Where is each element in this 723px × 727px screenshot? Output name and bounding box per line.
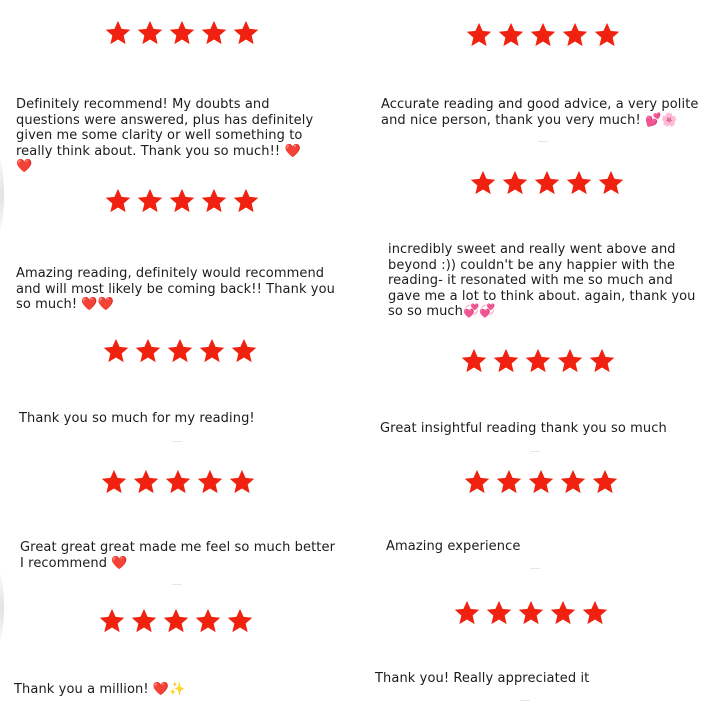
star-rating	[100, 467, 256, 497]
star-icon	[132, 468, 160, 496]
star-icon	[100, 468, 128, 496]
star-icon	[200, 19, 228, 47]
star-icon	[559, 468, 587, 496]
review-text: Accurate reading and good advice, a very polite and nice person, thank you very much! 💕🌸	[381, 97, 699, 128]
review-text: Great great great made me feel so much better I recommend ❤️	[20, 540, 336, 571]
star-icon	[196, 468, 224, 496]
star-icon	[527, 468, 555, 496]
star-icon	[136, 19, 164, 47]
star-icon	[168, 19, 196, 47]
star-rating	[104, 186, 260, 216]
review-text: Thank you! Really appreciated it	[375, 671, 590, 686]
star-icon	[549, 599, 577, 627]
review-text: Amazing reading, definitely would recommend and will most likely be coming back!! Thank you so much! ❤️❤️	[16, 266, 335, 312]
star-icon	[232, 187, 260, 215]
star-icon	[591, 468, 619, 496]
star-rating	[465, 20, 621, 50]
star-icon	[98, 607, 126, 635]
review-text: Thank you a million! ❤️✨	[14, 682, 186, 697]
star-icon	[232, 19, 260, 47]
star-icon	[164, 468, 192, 496]
star-icon	[524, 347, 552, 375]
star-icon	[136, 187, 164, 215]
star-icon	[463, 468, 491, 496]
star-icon	[200, 187, 228, 215]
star-rating	[98, 606, 254, 636]
review-text: Definitely recommend! My doubts and questions were answered, plus has definitely given me some clarity or well something to really think about. Thank you so much!! ❤️❤️	[16, 97, 314, 174]
star-icon	[497, 21, 525, 49]
divider	[530, 568, 540, 569]
star-icon	[561, 21, 589, 49]
review-text: Great insightful reading thank you so much	[380, 421, 667, 436]
star-icon	[593, 21, 621, 49]
star-icon	[495, 468, 523, 496]
star-icon	[102, 337, 130, 365]
star-icon	[517, 599, 545, 627]
star-rating	[102, 336, 258, 366]
star-rating	[104, 18, 260, 48]
star-icon	[597, 169, 625, 197]
review-text: Amazing experience	[386, 539, 521, 554]
star-icon	[168, 187, 196, 215]
star-icon	[104, 19, 132, 47]
star-icon	[162, 607, 190, 635]
star-icon	[453, 599, 481, 627]
star-rating	[469, 168, 625, 198]
divider	[538, 141, 548, 142]
divider	[520, 700, 530, 701]
star-icon	[230, 337, 258, 365]
divider	[172, 441, 182, 442]
star-icon	[228, 468, 256, 496]
star-rating	[463, 467, 619, 497]
edge-shadow	[0, 565, 4, 650]
star-icon	[460, 347, 488, 375]
star-icon	[198, 337, 226, 365]
star-icon	[492, 347, 520, 375]
edge-shadow	[0, 150, 4, 240]
star-icon	[465, 21, 493, 49]
review-text: Thank you so much for my reading!	[19, 411, 255, 426]
star-icon	[194, 607, 222, 635]
star-icon	[529, 21, 557, 49]
star-icon	[104, 187, 132, 215]
star-icon	[588, 347, 616, 375]
star-rating	[460, 346, 616, 376]
star-icon	[166, 337, 194, 365]
star-icon	[556, 347, 584, 375]
star-icon	[226, 607, 254, 635]
divider	[172, 584, 182, 585]
star-icon	[533, 169, 561, 197]
star-icon	[485, 599, 513, 627]
star-icon	[469, 169, 497, 197]
star-icon	[130, 607, 158, 635]
divider	[530, 451, 540, 452]
star-rating	[453, 598, 609, 628]
star-icon	[581, 599, 609, 627]
star-icon	[501, 169, 529, 197]
star-icon	[134, 337, 162, 365]
star-icon	[565, 169, 593, 197]
review-text: incredibly sweet and really went above and beyond :)) couldn't be any happier with the reading- it resonated with me so much and gave me a lot to think about. again, thank you so so much💞💞	[388, 242, 696, 319]
